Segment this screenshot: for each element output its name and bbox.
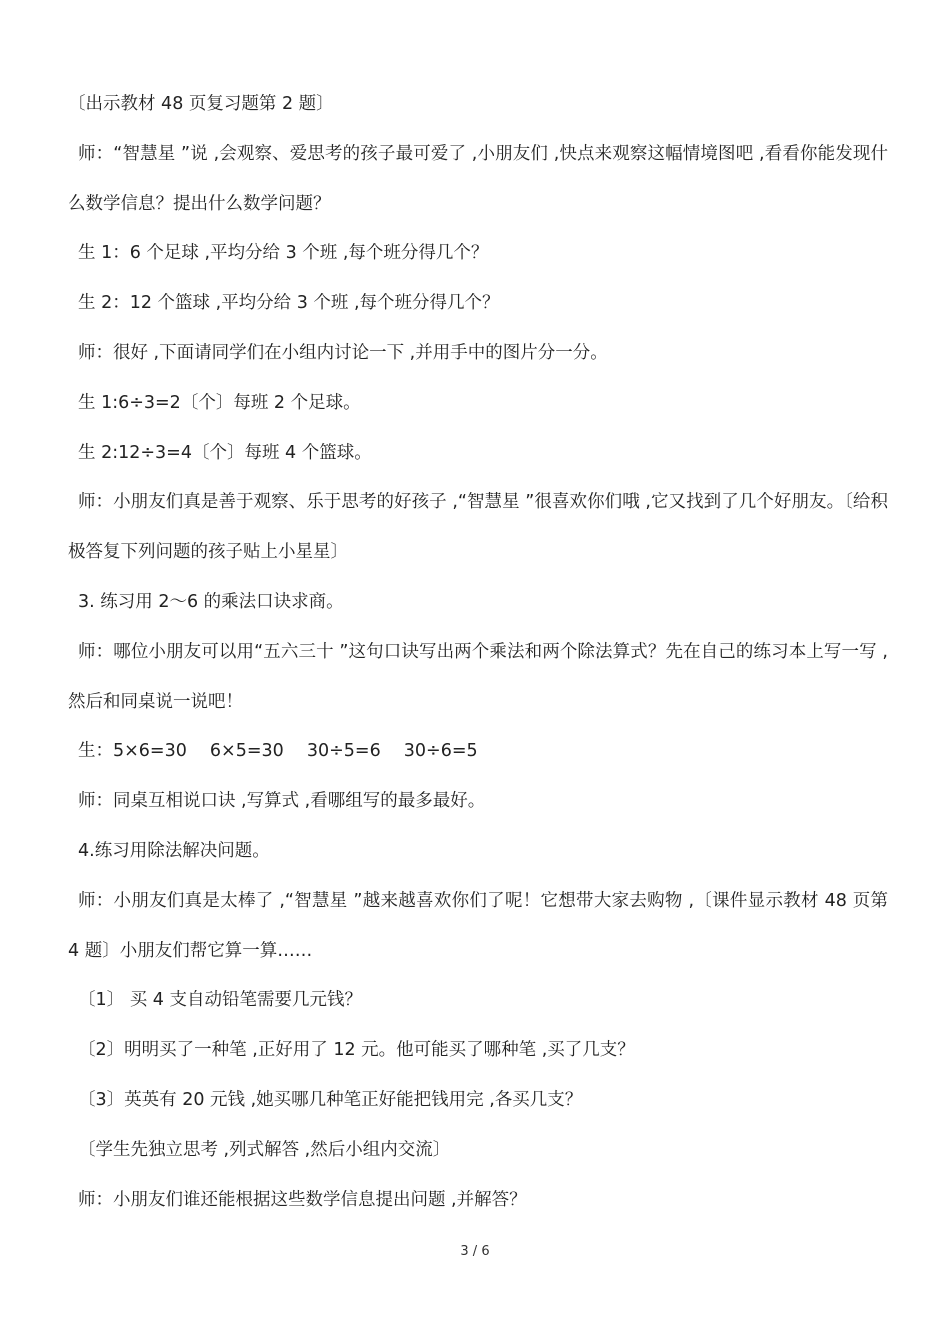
paragraph-section-4-heading: 4.练习用除法解决问题。 xyxy=(78,840,270,861)
paragraph-student2-question: 生 2：12 个篮球 ,平均分给 3 个班 ,每个班分得几个？ xyxy=(78,293,500,314)
paragraph-section-3-heading: 3. 练习用 2～6 的乘法口诀求商。 xyxy=(78,591,344,612)
paragraph-teacher-praise: 师：小朋友们真是善于观察、乐于思考的好孩子 ,“智慧星 ”很喜欢你们哦 ,它又找到了几个好朋友。〔给积极答复下列问题的孩子贴上小星星〕 xyxy=(68,492,888,563)
paragraph-question-2: 〔2〕明明买了一种笔 ,正好用了 12 元。他可能买了哪种笔 ,买了几支？ xyxy=(78,1040,635,1061)
paragraph-student1-question: 生 1：6 个足球 ,平均分给 3 个班 ,每个班分得几个？ xyxy=(78,243,489,264)
paragraph-teacher-discuss: 师：很好 ,下面请同学们在小组内讨论一下 ,并用手中的图片分一分。 xyxy=(78,342,608,363)
paragraph-student2-answer: 生 2:12÷3=4〔个〕每班 4 个篮球。 xyxy=(78,442,372,463)
paragraph-student1-answer: 生 1:6÷3=2〔个〕每班 2 个足球。 xyxy=(78,392,361,413)
document-body xyxy=(68,80,888,1225)
paragraph-student-work-note: 〔学生先独立思考 ,列式解答 ,然后小组内交流〕 xyxy=(78,1139,451,1160)
paragraph-teacher-shopping: 师：小朋友们真是太棒了 ,“智慧星 ”越来越喜欢你们了呢！它想带大家去购物 ,〔课件显示教材 48 页第 4 题〕小朋友们帮它算一算…… xyxy=(68,890,888,961)
paragraph-teacher-final: 师：小朋友们谁还能根据这些数学信息提出问题 ,并解答？ xyxy=(78,1189,527,1210)
paragraph-student-equations: 生：5×6=30 6×5=30 30÷5=6 30÷6=5 xyxy=(78,741,478,762)
paragraph-teacher-multiplication: 师：哪位小朋友可以用“五六三十 ”这句口诀写出两个乘法和两个除法算式？先在自己的练习本上写一写 ,然后和同桌说一说吧！ xyxy=(68,641,888,712)
paragraph-teacher-observe: 师：“智慧星 ”说 ,会观察、爱思考的孩子最可爱了 ,小朋友们 ,快点来观察这幅情境图吧 ,看看你能发现什么数学信息？提出什么数学问题？ xyxy=(68,143,888,214)
page-number: 3 / 6 xyxy=(460,1244,490,1259)
paragraph-question-3: 〔3〕英英有 20 元钱 ,她买哪几种笔正好能把钱用完 ,各买几支？ xyxy=(78,1089,583,1110)
paragraph-exercise-intro: 〔出示教材 48 页复习题第 2 题〕 xyxy=(68,94,334,114)
paragraph-question-1: 〔1〕 买 4 支自动铅笔需要几元钱？ xyxy=(78,990,362,1011)
paragraph-teacher-pairs: 师：同桌互相说口诀 ,写算式 ,看哪组写的最多最好。 xyxy=(78,791,486,812)
